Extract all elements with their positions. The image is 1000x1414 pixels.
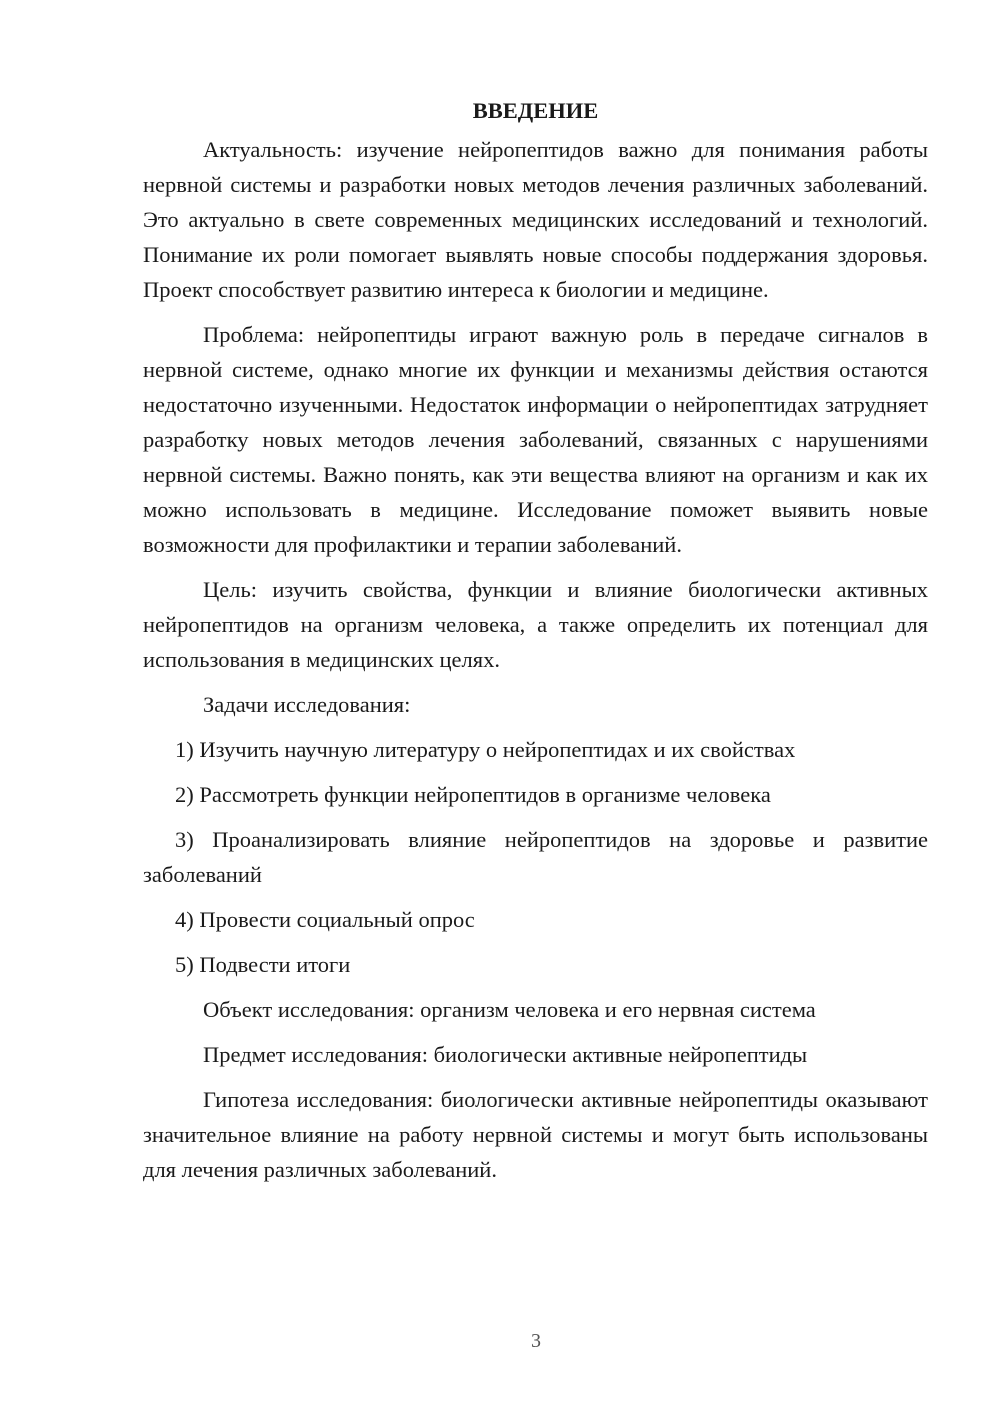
hypothesis-paragraph: Гипотеза исследования: биологически активные нейропептиды оказывают значительное влияние на работу нервной системы и могут быть использованы для лечения различных заболеваний. [143, 1087, 928, 1182]
task-item-5: 5) Подвести итоги [175, 952, 351, 977]
task-item-1: 1) Изучить научную литературу о нейропептидах и их свойствах [175, 737, 796, 762]
task-item-2: 2) Рассмотреть функции нейропептидов в организме человека [175, 782, 771, 807]
page-number: 3 [531, 1330, 541, 1352]
document-page [143, 93, 928, 1197]
page-title: ВВЕДЕНИЕ [472, 98, 599, 123]
research-object: Объект исследования: организм человека и его нервная система [203, 997, 816, 1022]
task-item-3: 3) Проанализировать влияние нейропептидов на здоровье и развитие заболеваний [143, 827, 928, 887]
relevance-paragraph: Актуальность: изучение нейропептидов важно для понимания работы нервной системы и разработки новых методов лечения различных заболеваний. Это актуально в свете современных медицинских исследований и технологий. Понимание их роли помогает выявлять новые способы поддержания здоровья. Проект способствует развитию интереса к биологии и медицине. [143, 137, 928, 302]
problem-paragraph: Проблема: нейропептиды играют важную роль в передаче сигналов в нервной системе, однако многие их функции и механизмы действия остаются недостаточно изученными. Недостаток информации о нейропептидах затрудняет разработку новых методов лечения заболеваний, связанных с нарушениями нервной системы. Важно понять, как эти вещества влияют на организм и как их можно использовать в медицине. Исследование поможет выявить новые возможности для профилактики и терапии заболеваний. [143, 322, 928, 557]
tasks-heading: Задачи исследования: [203, 692, 411, 717]
research-subject: Предмет исследования: биологически активные нейропептиды [203, 1042, 808, 1067]
task-item-4: 4) Провести социальный опрос [175, 907, 475, 932]
goal-paragraph: Цель: изучить свойства, функции и влияние биологически активных нейропептидов на организм человека, а также определить их потенциал для использования в медицинских целях. [143, 577, 928, 672]
